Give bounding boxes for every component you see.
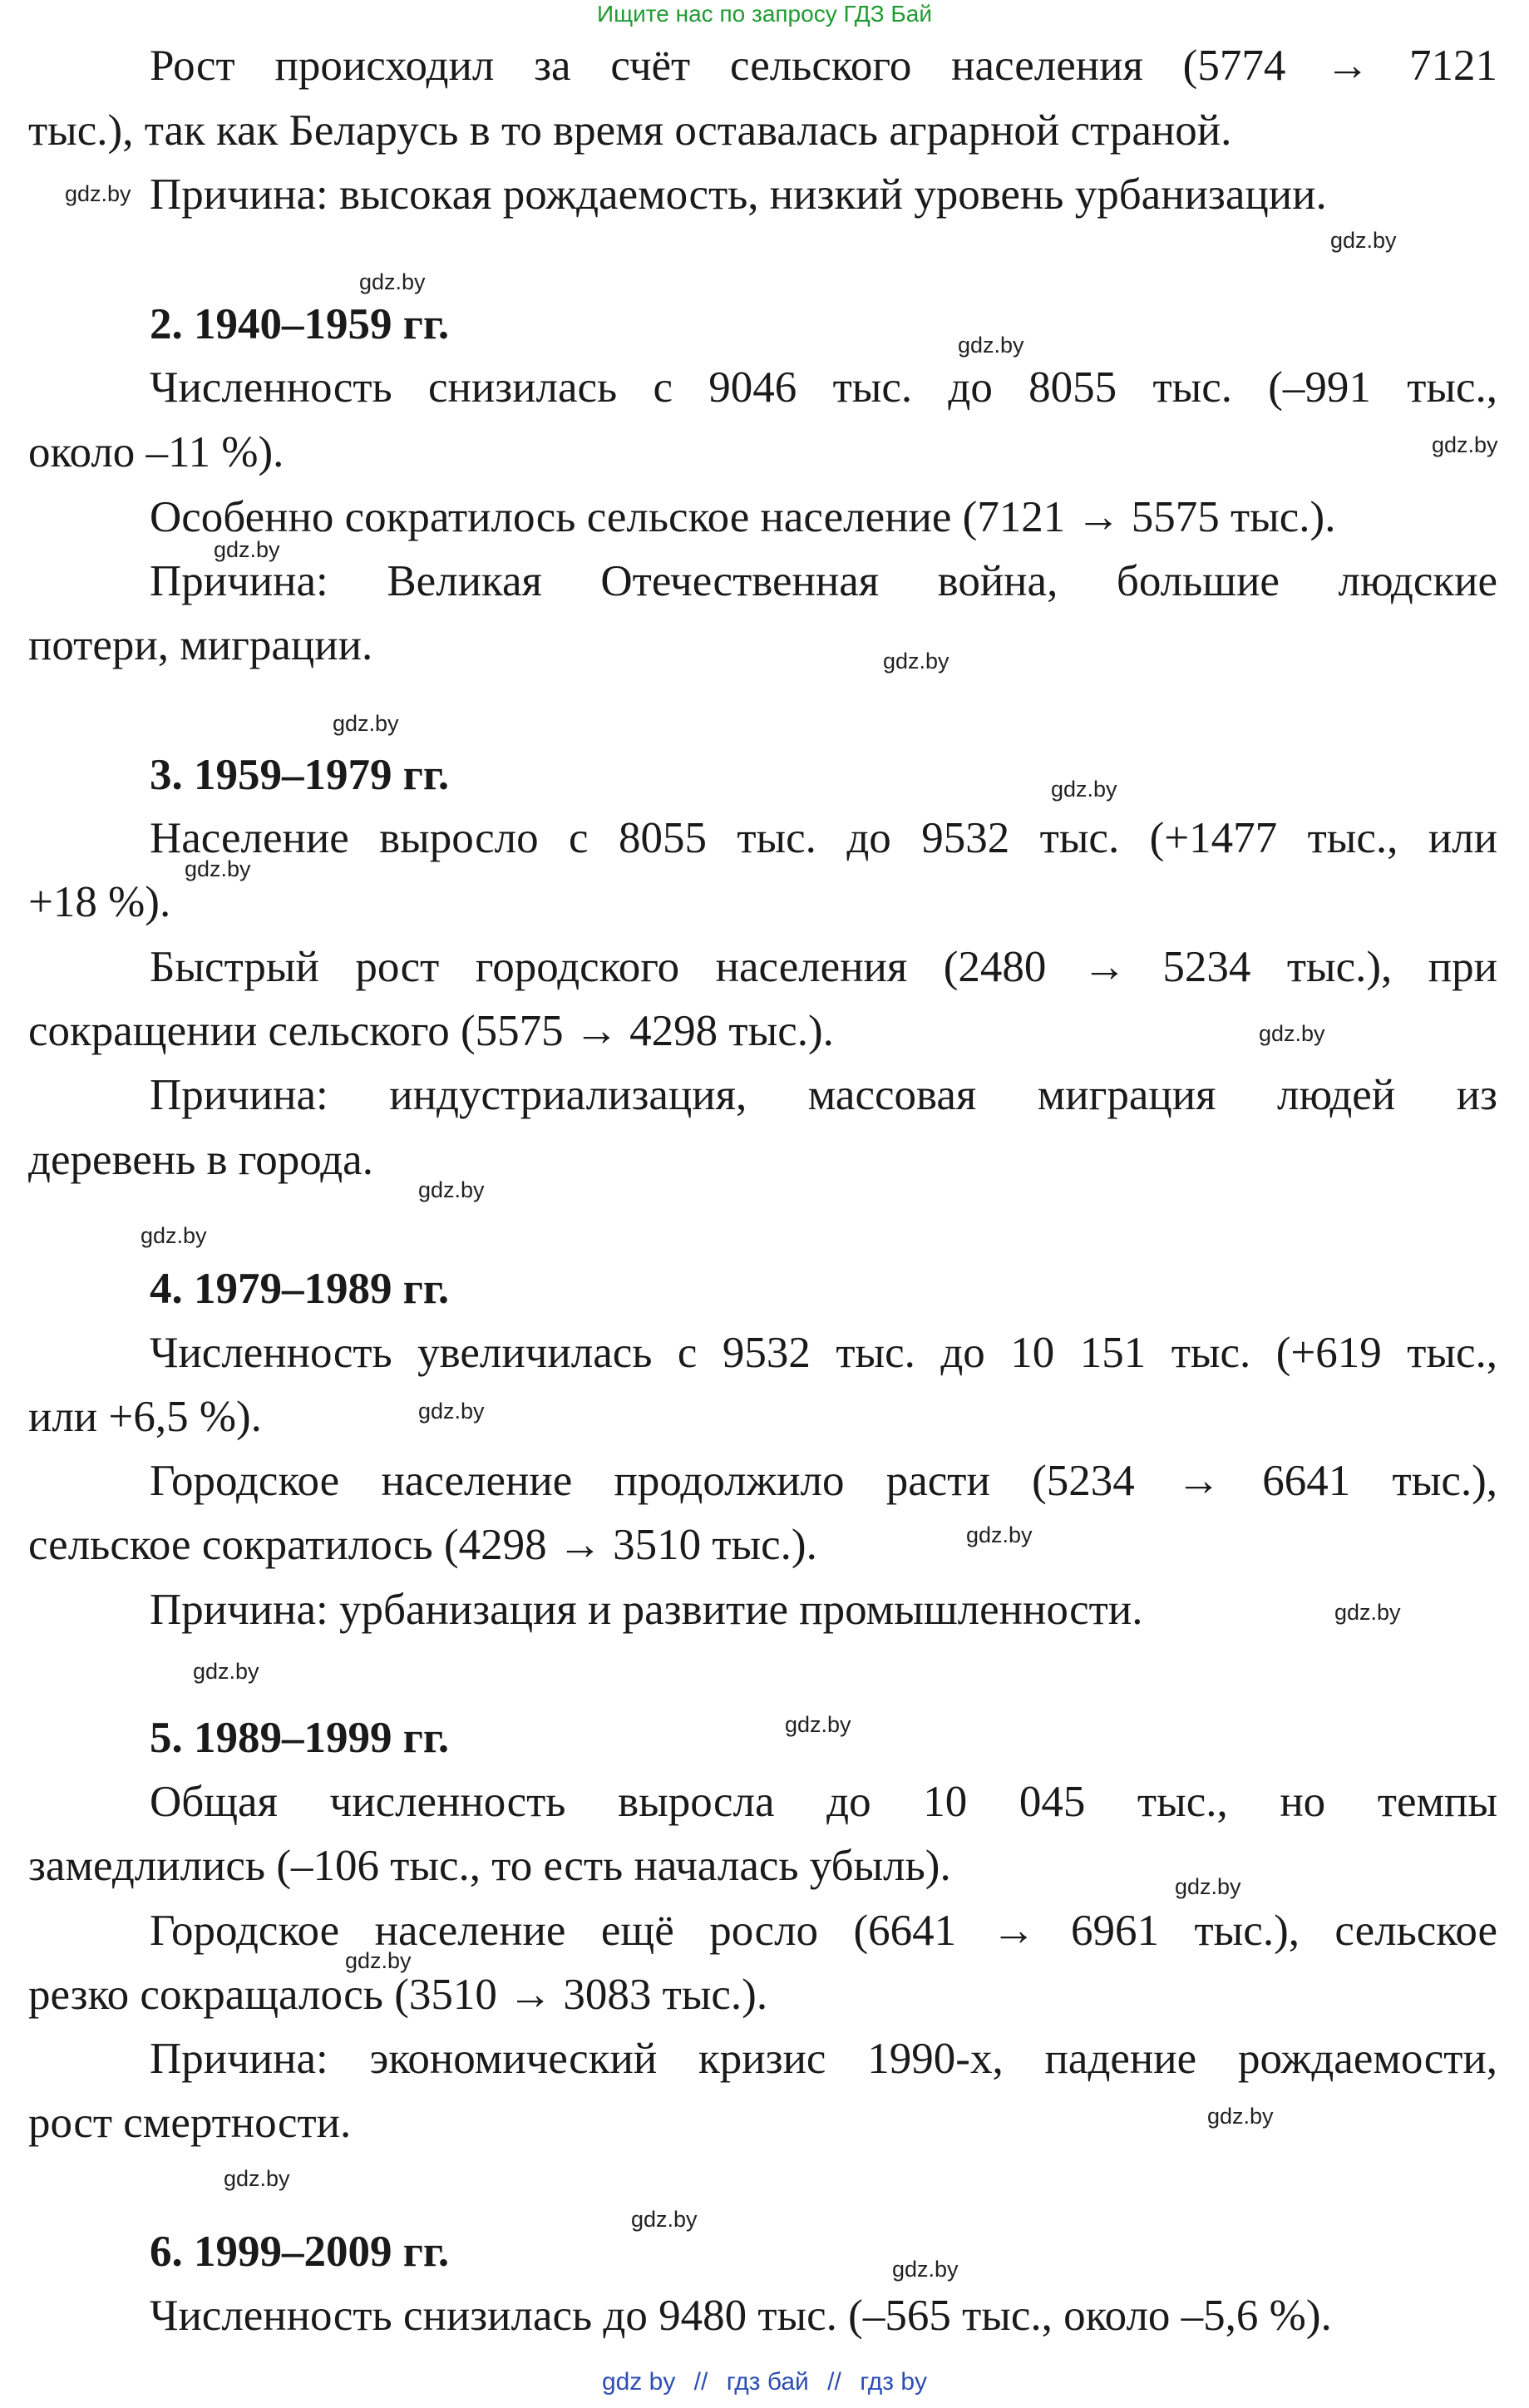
paragraph-line: рост смертности. — [28, 2099, 352, 2147]
paragraph-line: Рост происходил за счёт сельского населения (5774 → 7121 — [150, 42, 1497, 90]
watermark: gdz.by — [785, 1712, 851, 1737]
paragraph-line: Численность снизилась с 9046 тыс. до 8055 тыс. (–991 тыс., — [150, 363, 1497, 412]
paragraph-line: сельское сократилось (4298 → 3510 тыс.). — [28, 1521, 817, 1569]
paragraph-line: потери, миграции. — [28, 621, 373, 669]
paragraph-line: около –11 %). — [28, 428, 284, 476]
watermark: gdz.by — [958, 333, 1024, 358]
paragraph-line: Особенно сократилось сельское население (7121 → 5575 тыс.). — [150, 493, 1336, 541]
watermark: gdz.by — [418, 1399, 485, 1424]
section-heading: 6. 1999–2009 гг. — [150, 2228, 450, 2276]
watermark: gdz.by — [141, 1223, 207, 1248]
top-banner[interactable]: Ищите нас по запросу ГДЗ Бай — [596, 1, 933, 27]
paragraph-line: Население выросло с 8055 тыс. до 9532 тыс. (+1477 тыс., или — [150, 814, 1497, 862]
paragraph-line: Быстрый рост городского населения (2480 → 5234 тыс.), при — [150, 943, 1497, 991]
paragraph-line: резко сокращалось (3510 → 3083 тыс.). — [28, 1971, 768, 2019]
paragraph-line: Численность снизилась до 9480 тыс. (–565 тыс., около –5,6 %). — [150, 2292, 1332, 2340]
watermark: gdz.by — [1432, 432, 1498, 457]
paragraph-line: деревень в города. — [28, 1136, 373, 1184]
watermark: gdz.by — [1330, 228, 1397, 253]
paragraph-line: Причина: индустриализация, массовая миграция людей из — [150, 1071, 1497, 1119]
paragraph-line: Причина: урбанизация и развитие промышленности. — [150, 1586, 1143, 1634]
watermark: gdz.by — [185, 856, 251, 881]
watermark: gdz.by — [359, 269, 426, 294]
paragraph-line: сокращении сельского (5575 → 4298 тыс.). — [28, 1007, 834, 1055]
paragraph-line: Городское население продолжило расти (5234 → 6641 тыс.), — [150, 1457, 1497, 1505]
watermark: gdz.by — [883, 649, 949, 674]
paragraph-line: Общая численность выросла до 10 045 тыс., но темпы — [150, 1778, 1497, 1826]
watermark: gdz.by — [1207, 2104, 1274, 2129]
footer-link-gdz-by[interactable]: gdz by — [601, 2368, 676, 2396]
paragraph-line: Численность увеличилась с 9532 тыс. до 10 151 тыс. (+619 тыс., — [150, 1329, 1497, 1377]
section-heading: 5. 1989–1999 гг. — [150, 1714, 450, 1762]
section-heading: 2. 1940–1959 гг. — [150, 300, 450, 348]
watermark: gdz.by — [224, 2166, 290, 2191]
watermark: gdz.by — [892, 2257, 959, 2282]
watermark: gdz.by — [1175, 1874, 1241, 1899]
paragraph-line: Причина: Великая Отечественная война, большие людские — [150, 557, 1497, 605]
paragraph-line: или +6,5 %). — [28, 1393, 262, 1441]
watermark: gdz.by — [345, 1948, 412, 1973]
footer-link-gdz-bai[interactable]: гдз бай — [726, 2368, 809, 2396]
footer-separator: // — [693, 2368, 708, 2396]
section-heading: 4. 1979–1989 гг. — [150, 1265, 450, 1313]
watermark: gdz.by — [1334, 1600, 1401, 1625]
watermark: gdz.by — [966, 1522, 1033, 1547]
footer-separator: // — [827, 2368, 841, 2396]
paragraph-line: тыс.), так как Беларусь в то время оставалась аграрной страной. — [28, 106, 1232, 155]
watermark: gdz.by — [65, 181, 131, 206]
watermark: gdz.by — [214, 537, 280, 562]
watermark: gdz.by — [1259, 1021, 1325, 1046]
footer-links — [0, 2368, 1529, 2396]
paragraph-line: Городское население ещё росло (6641 → 6961 тыс.), сельское — [150, 1907, 1497, 1955]
watermark: gdz.by — [333, 711, 399, 736]
watermark: gdz.by — [1051, 777, 1117, 802]
footer-link-gdz-by-cyr[interactable]: гдз by — [860, 2368, 928, 2396]
watermark: gdz.by — [418, 1177, 485, 1202]
section-heading: 3. 1959–1979 гг. — [150, 751, 450, 799]
paragraph-line: Причина: экономический кризис 1990-х, падение рождаемости, — [150, 2035, 1497, 2083]
paragraph-line: Причина: высокая рождаемость, низкий уровень урбанизации. — [150, 170, 1327, 219]
paragraph-line: замедлились (–106 тыс., то есть началась убыль). — [28, 1842, 951, 1890]
watermark: gdz.by — [631, 2207, 698, 2232]
paragraph-line: +18 %). — [28, 878, 171, 926]
watermark: gdz.by — [193, 1659, 259, 1684]
